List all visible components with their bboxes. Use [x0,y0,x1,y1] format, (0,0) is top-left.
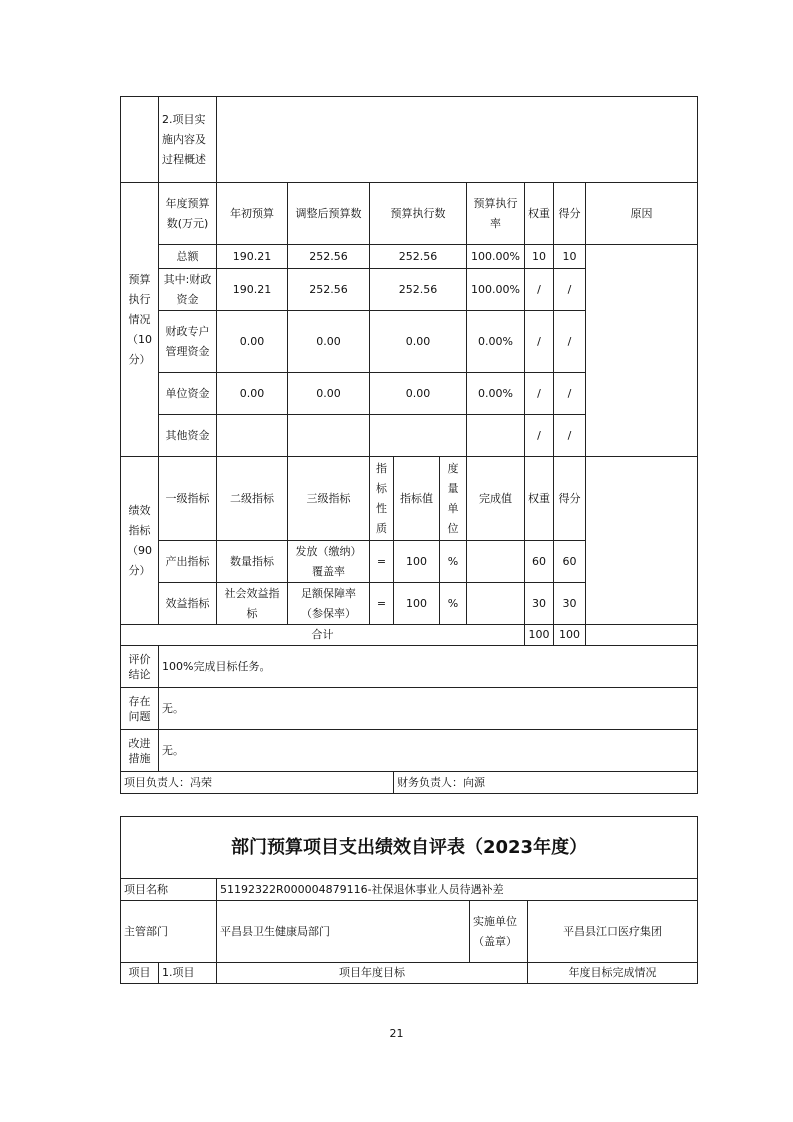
improve-text: 无。 [159,730,698,772]
rate-value [467,415,525,457]
score-value: / [554,373,586,415]
project-name-value: 51192322R000004879116-社保退休事业人员待遇补差 [217,879,698,901]
done-value [467,583,525,625]
total-blank [586,625,698,646]
perf-section-label: 绩效指标（90分） [121,457,159,625]
done-header: 完成值 [467,457,525,541]
score-value: 30 [554,583,586,625]
rate-header: 预算执行率 [467,183,525,245]
score-value: / [554,311,586,373]
perf-blank-cell [586,457,698,625]
blank-cell [121,97,159,183]
row-label: 总额 [159,245,217,269]
score-value: 60 [554,541,586,583]
weight-value: 10 [525,245,554,269]
nature-header: 指标性质 [370,457,394,541]
unit-value: % [440,583,467,625]
score-header: 得分 [554,183,586,245]
project-lead: 项目负责人：冯荣 [121,772,394,794]
executed-value [370,415,467,457]
unit-value: % [440,541,467,583]
level2-value: 数量指标 [217,541,288,583]
table-row [121,245,698,269]
adjusted-value: 252.56 [288,245,370,269]
row-label: 单位资金 [159,373,217,415]
executed-value: 0.00 [370,311,467,373]
executed-value: 252.56 [370,269,467,311]
initial-header: 年初预算 [217,183,288,245]
adjusted-header: 调整后预算数 [288,183,370,245]
adjusted-value [288,415,370,457]
rate-value: 0.00% [467,311,525,373]
executed-value: 252.56 [370,245,467,269]
initial-value: 190.21 [217,269,288,311]
row-label: 其他资金 [159,415,217,457]
improve-label: 改进措施 [121,730,159,772]
page-number: 21 [389,1027,404,1040]
weight-value: 30 [525,583,554,625]
unit-header: 度量单位 [440,457,467,541]
weight-header: 权重 [525,457,554,541]
reason-header: 原因 [586,183,698,245]
goal-header: 项目年度目标 [217,963,528,984]
level3-value: 发放（缴纳）覆盖率 [288,541,370,583]
budget-section-label: 预算执行情况（10分） [121,183,159,457]
dept-value: 平昌县卫生健康局部门 [217,901,470,963]
budget-performance-table [120,96,698,794]
score-value: / [554,415,586,457]
level2-header: 二级指标 [217,457,288,541]
initial-value [217,415,288,457]
nature-value: = [370,583,394,625]
row-label: 财政专户管理资金 [159,311,217,373]
total-weight: 100 [525,625,554,646]
adjusted-value: 0.00 [288,311,370,373]
overview-label: 2.项目实施内容及过程概述 [159,97,217,183]
level1-value: 效益指标 [159,583,217,625]
adjusted-value: 252.56 [288,269,370,311]
finance-lead: 财务负责人：向源 [394,772,698,794]
conclusion-label: 评价结论 [121,646,159,688]
weight-header: 权重 [525,183,554,245]
year-budget-header: 年度预算数(万元) [159,183,217,245]
form-title: 部门预算项目支出绩效自评表（2023年度） [121,817,698,879]
level1-value: 产出指标 [159,541,217,583]
rate-value: 100.00% [467,245,525,269]
problems-text: 无。 [159,688,698,730]
initial-value: 0.00 [217,311,288,373]
weight-value: / [525,373,554,415]
project-label: 项目 [121,963,159,984]
done-value [467,541,525,583]
weight-value: 60 [525,541,554,583]
rate-value: 0.00% [467,373,525,415]
conclusion-text: 100%完成目标任务。 [159,646,698,688]
target-value: 100 [394,541,440,583]
target-value: 100 [394,583,440,625]
weight-value: / [525,415,554,457]
rate-value: 100.00% [467,269,525,311]
initial-value: 190.21 [217,245,288,269]
nature-value: = [370,541,394,583]
overview-content [217,97,698,183]
self-evaluation-table [120,816,698,984]
executed-header: 预算执行数 [370,183,467,245]
adjusted-value: 0.00 [288,373,370,415]
score-value: / [554,269,586,311]
impl-label: 实施单位（盖章） [470,901,528,963]
completion-header: 年度目标完成情况 [528,963,698,984]
executed-value: 0.00 [370,373,467,415]
value-header: 指标值 [394,457,440,541]
reason-value [586,245,698,457]
problems-label: 存在问题 [121,688,159,730]
row-label: 其中:财政资金 [159,269,217,311]
total-label: 合计 [121,625,525,646]
level3-value: 足额保障率（参保率） [288,583,370,625]
initial-value: 0.00 [217,373,288,415]
level2-value: 社会效益指标 [217,583,288,625]
weight-value: / [525,269,554,311]
score-value: 10 [554,245,586,269]
project-name-label: 项目名称 [121,879,217,901]
score-header: 得分 [554,457,586,541]
dept-label: 主管部门 [121,901,217,963]
total-score: 100 [554,625,586,646]
level1-header: 一级指标 [159,457,217,541]
item1-label: 1.项目 [159,963,217,984]
level3-header: 三级指标 [288,457,370,541]
impl-value: 平昌县江口医疗集团 [528,901,698,963]
weight-value: / [525,311,554,373]
